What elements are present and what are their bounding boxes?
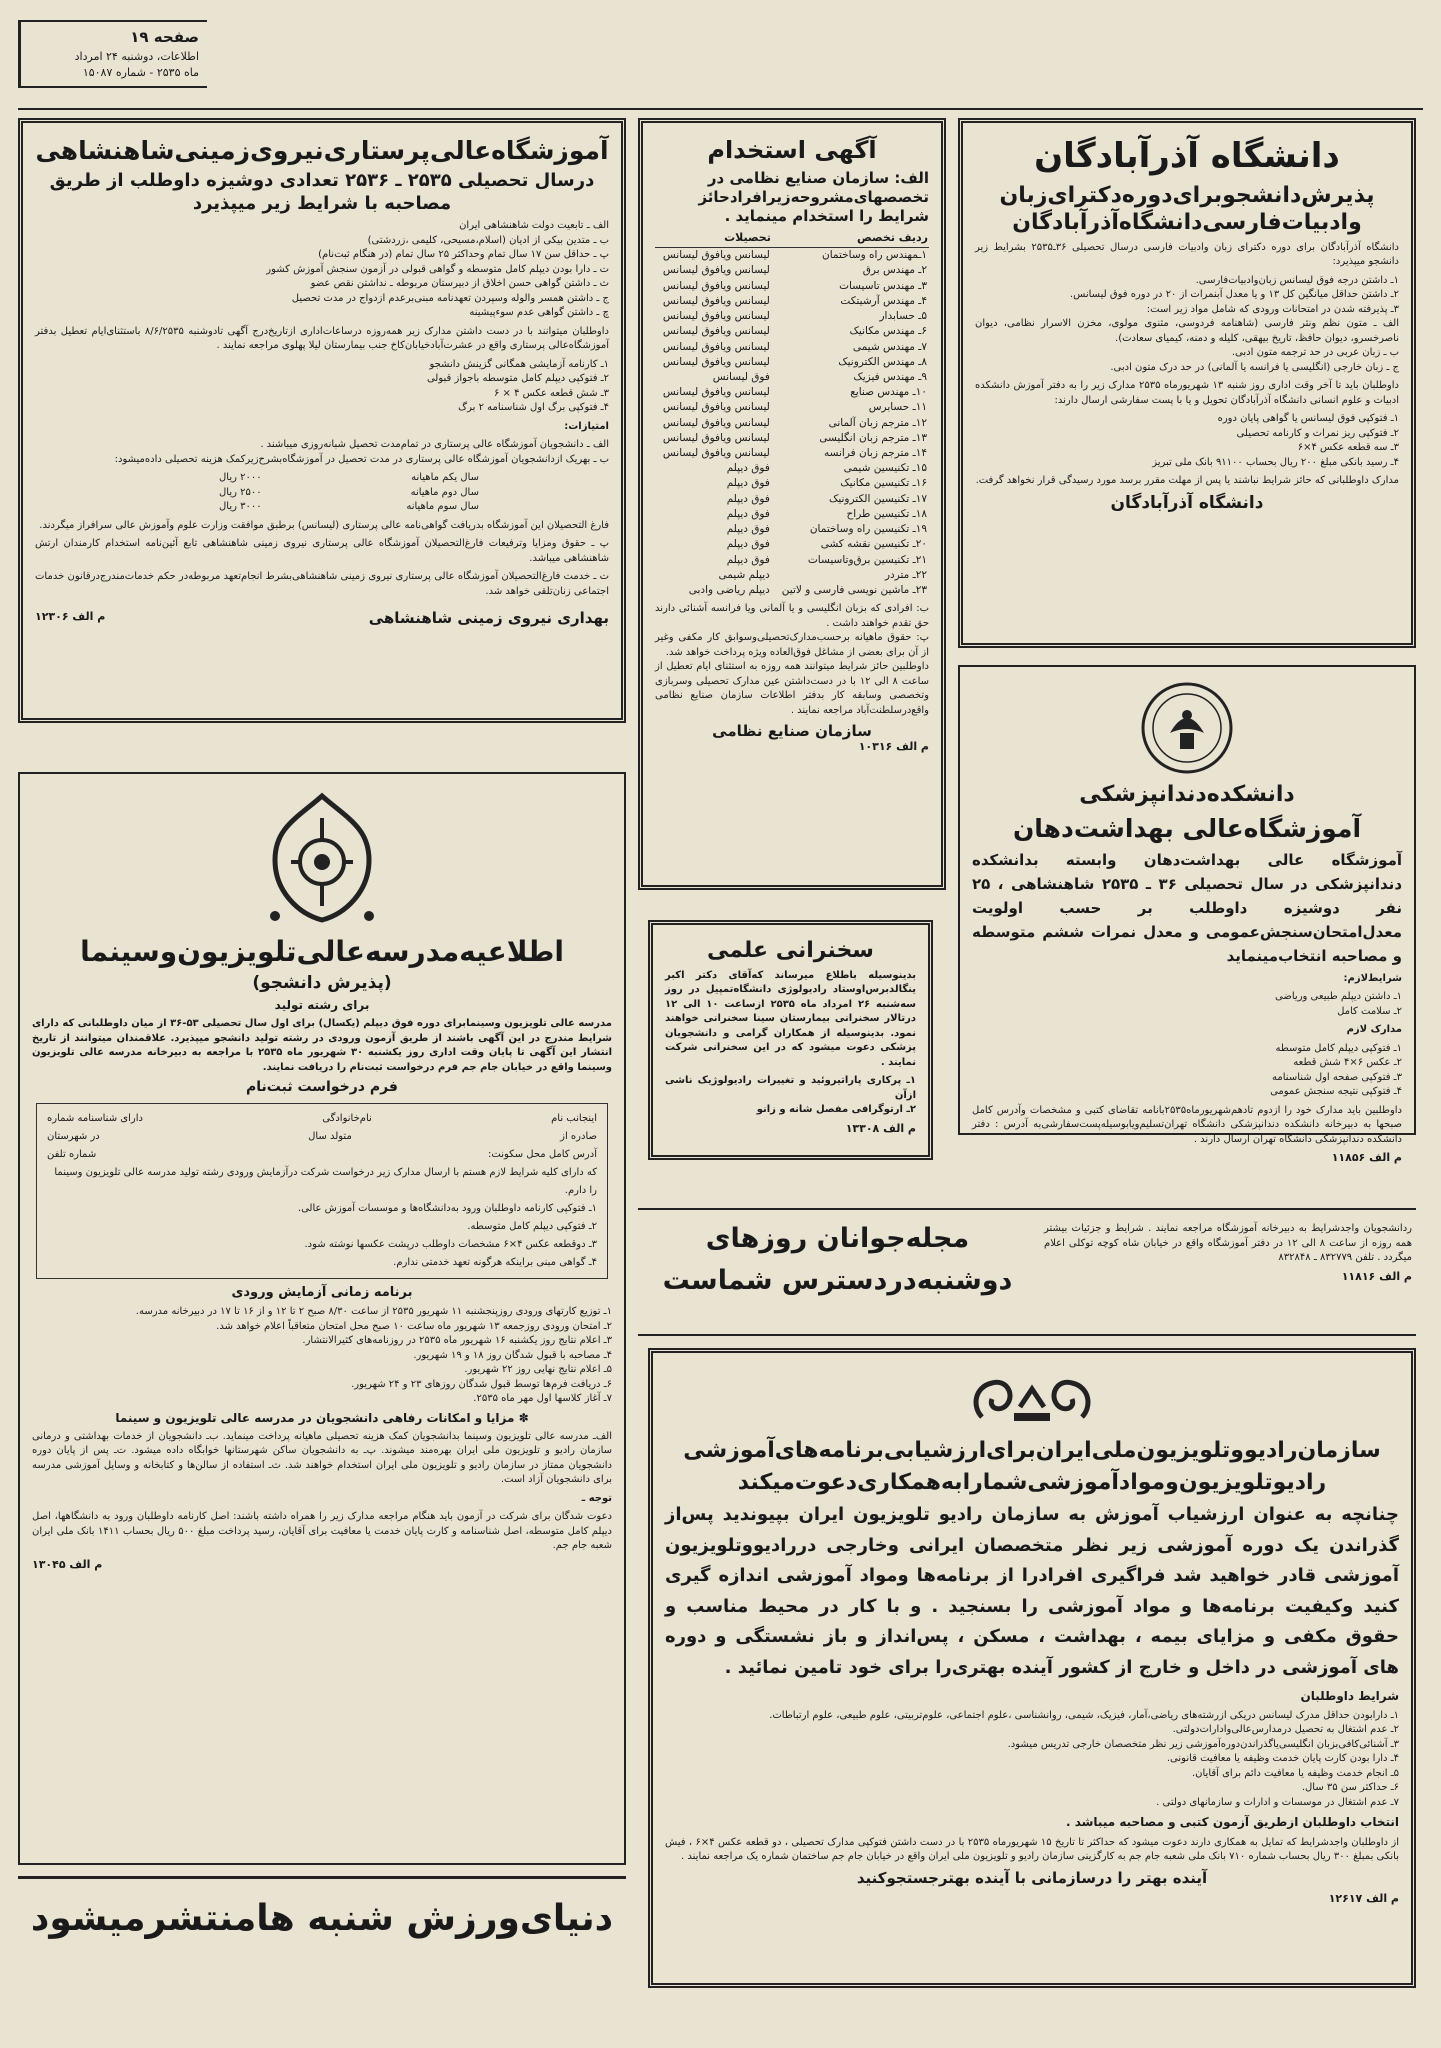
cinema-form-title: فرم درخواست ثبت‌نام [246, 1079, 398, 1096]
list-item: ۴ـ مصاحبه با قبول شدگان روز ۱۸ و ۱۹ شهریور. [413, 1349, 612, 1361]
lecture-ad [648, 920, 933, 1160]
azarabadegan-docs [975, 412, 1399, 470]
job-education: لیسانس ویافوق لیسانس [662, 325, 770, 338]
list-item: ۳ـ اعلام نتایج روز یکشنبه ۱۶ شهریور ماه ۲۵۳۵ در روزنامه‌های کثیرالانتشار. [302, 1335, 612, 1346]
radio-tv-conditions-title: شرایط داوطلبان [1300, 1688, 1399, 1703]
job-education: لیسانس ویافوق لیسانس [662, 264, 770, 277]
job-title: ۱۹ـ تکنیسین راه وساختمان [809, 523, 927, 536]
cinema-exam-title: برنامه زمانی آزمایش ورودی [231, 1284, 413, 1300]
table-row [655, 568, 929, 583]
dental-emblem-icon [1140, 681, 1234, 775]
radio-tv-ref: م الف ۱۲۶۱۷ [1328, 1891, 1399, 1905]
list-item: ۴ـ گواهی مبنی براینکه هرگونه تعهد خدمتی ندارم. [393, 1256, 597, 1268]
job-education: لیسانس ویافوق لیسانس [662, 279, 770, 292]
javanan-rule-bottom [638, 1334, 1416, 1336]
list-item: ۱ـ داشتن دیپلم طبیعی وریاضی [1275, 991, 1402, 1003]
stipend-amount: ۲۵۰۰ ریال [219, 486, 262, 498]
list-item: ۴ـ فتوکپی نتیجه سنجش عمومی [1270, 1086, 1402, 1098]
page-header [18, 20, 207, 88]
hiring-signature: سازمان صنایع نظامی [712, 722, 872, 741]
azarabadegan-conditions [975, 274, 1399, 376]
table-row [655, 324, 929, 339]
dental-docs-title: مدارک لازم [1346, 1024, 1402, 1036]
stipend-row [219, 500, 479, 515]
hiring-ref: م الف ۱۰۳۱۶ [858, 740, 929, 754]
form-row [47, 1128, 597, 1146]
form-field-label: متولد سال [308, 1130, 352, 1142]
radio-tv-select-title: انتخاب داوطلبان ازطریق آزمون کتبی و مصاحبه میباشد . [1065, 1815, 1399, 1830]
list-item: ۲ـ فتوکپی دیپلم کامل متوسطه. [467, 1220, 597, 1232]
cinema-benefits-title: ✽ مزایا و امکانات رفاهی دانشجویان در مدرسه عالی تلویزیون و سینما [115, 1410, 529, 1425]
radio-tv-ad [648, 1348, 1416, 1988]
javanan-rule-top [638, 1208, 1416, 1210]
nursing-docs [35, 358, 609, 416]
table-row [655, 507, 929, 522]
stipend-label: سال سوم ماهیانه [406, 501, 479, 513]
table-row [655, 461, 929, 476]
table-row [655, 476, 929, 491]
list-item: پ: حقوق ماهیانه برحسب‌مدارک‌تحصیلی‌وسوابق کار مکفی وغیر از آن برای بعضی از مشاغل فوق‌العاده ویژه پرداخت خواهد شد. [655, 632, 929, 658]
cinema-emblem-icon [257, 788, 387, 928]
form-field-label: در شهرستان [47, 1130, 100, 1142]
list-item: ب ـ بهریک ازدانشجویان آموزشگاه عالی پرستاری در مدت تحصیل در آموزشگاه‌بشرح‌زیرکمک هزینه تحصیلی داده‌میشود: [114, 453, 609, 465]
list-item: ۱ـ دارابودن حداقل مدرک لیسانس دریکی ازرشته‌های ریاضی،آمار، فیزیک، شیمی، روانشناسی ،علوم اجتماعی، علوم‌تربیتی، علوم طبیعی، علوم ارتباطات. [769, 1709, 1399, 1721]
stipend-amount: ۲۰۰۰ ریال [219, 472, 262, 484]
job-title: ۱۵ـ تکنیسین شیمی [843, 462, 927, 475]
job-education: لیسانس ویافوق لیسانس [662, 416, 770, 429]
nursing-note3: ت ـ خدمت فارغ‌التحصیلان آموزشگاه عالی پرستاری نیروی زمینی شاهنشاهی‌بشرط انجام‌تعهد مربوطه‌در حکم خدمات‌مندرج‌درقانون خدمات اجتماعی زنان‌تلقی خواهد شد. [35, 571, 609, 597]
hiring-col-edu: تحصیلات [655, 229, 772, 247]
job-title: ۸ـ مهندس الکترونیک [838, 355, 927, 368]
list-item: ج ـ زبان خارجی (انگلیسی یا فرانسه یا آلمانی) در حد درک متون ادبی. [1110, 361, 1399, 373]
job-education: لیسانس ویافوق لیسانس [662, 340, 770, 353]
cinema-exam-schedule [32, 1305, 612, 1407]
azarabadegan-subtitle: پذیرش‌دانشجوبرای‌دوره‌دکترای‌زبان وادبیات‌فارسی‌دانشگاه‌آذرآبادگان [999, 182, 1375, 235]
job-education: دیپلم شیمی [718, 568, 770, 581]
varzesh-banner: دنیای‌ورزش شنبه هامنتشرمیشود [30, 1898, 614, 1939]
list-item: ۲ـ ارتوگرافی مفصل شانه و زانو [756, 1104, 916, 1115]
stipend-row [219, 486, 479, 501]
radio-tv-emblem-icon [962, 1367, 1102, 1431]
table-row [655, 370, 929, 385]
job-title: ۱۸ـ تکنیسین طراح [846, 507, 927, 520]
list-item: ۱ـ فتوکپی فوق لیسانس یا گواهی پایان دوره [1217, 413, 1399, 424]
list-item: ۵ـ انجام خدمت وظیفه یا معافیت دائم برای آقایان. [1191, 1767, 1399, 1779]
list-item: ۲ـ داشتن حداقل میانگین کل ۱۳ و یا معدل آبنمرات از ۲۰ در دوره فوق لیسانس. [1069, 289, 1399, 300]
job-title: ۱۲ـ مترجم زبان آلمانی [828, 416, 927, 429]
job-education: فوق دیپلم [726, 492, 770, 505]
cinema-title: اطلاعیه‌مدرسه‌عالی‌تلویزیون‌وسینما [80, 935, 564, 968]
list-item: الف ـ تابعیت دولت شاهنشاهی ایران [459, 220, 609, 232]
javanan-notice-text: ردانشجویان‌ واجدشرایط به دبیرخانه آموزشگاه مراجعه نمایند . شرایط و جزئیات بیشتر همه روزه از ساعت ۸ الی ۱۲ در دفتر آموزشگاه واقع در خیابان شاه کوچه توکلی اعلام میگردد . تلفن ۸۳۲۷۷۹ ـ ۸۳۲۸۴۸ [1044, 1223, 1412, 1263]
header-rule [18, 108, 1423, 110]
job-title: ۱۶ـ تکنیسین مکانیک [840, 477, 927, 490]
table-row [655, 294, 929, 309]
table-row [655, 309, 929, 324]
list-item: ۱ـ داشتن درجه فوق لیسانس زبان‌وادبیات‌فارسی. [1195, 274, 1399, 286]
radio-tv-subtitle: رادیوتلویزیون‌ومواد‌آموزشی‌شمارابه‌همکاری‌دعوت‌میکند [737, 1469, 1327, 1495]
job-title: ۵ـ حسابدار [879, 310, 927, 323]
list-item: ۳ـ دوقطعه عکس ۴×۶ مشخصات داوطلب درپشت عکسها نوشته شود. [304, 1238, 597, 1250]
azarabadegan-note: مدارک داوطلبانی که حائز شرایط نباشند یا پس از مهلت مقرر برسد مورد رسیدگی قرار نخواهد گرفت. [975, 475, 1399, 486]
job-education: لیسانس ویافوق لیسانس [662, 431, 770, 444]
job-education: فوق دیپلم [726, 477, 770, 490]
list-item: ث ـ داشتن گواهی حسن اخلاق از دبیرستان مربوطه ـ نداشتن نقص عضو [310, 278, 609, 290]
job-education: دیپلم ریاضی وادبی [688, 584, 770, 596]
job-education: فوق دیپلم [726, 553, 770, 566]
dental-register: داوطلبین باید مدارک خود را ازدوم تادهم‌شهریورماه۲۵۳۵بانامه تقاضای کتبی و مشخصات وآدرس کامل صبحها به دبیرخانه دانشکده دندانپزشکی دانشگاه تهران‌تسلیم‌ویا‌بوسیله‌پست‌سفارشی‌به آدرس : دفتر دانشکده دندانپزشکی دانشگاه تهران ارسال دارند . [972, 1104, 1402, 1145]
form-field-label: اینجانب نام [551, 1112, 597, 1124]
job-education: لیسانس ویافوق لیسانس [662, 310, 770, 323]
list-item: الف ـ دانشجویان آموزشگاه عالی پرستاری در تمام‌مدت تحصیل شبانه‌روزی میباشند . [260, 439, 609, 451]
dental-title: دانشکده‌دندانپزشکی [1079, 782, 1295, 807]
list-item: ب ـ متدین بیکی از ادیان (اسلام،مسیحی، کلیمی ،زردشتی) [367, 234, 609, 246]
cinema-notes: دعوت شدگان برای شرکت در آزمون باید هنگام مراجعه مدارک زیر را همراه داشته باشند: اصل کارنامه داوطلبان ورود به دانشگاهها، اصل دیپلم کامل متوسطه، اصل شناسنامه و کارت پایان خدمت یا معافیت برای آقایان، رسید پرداخت مبلغ ۵۰۰ ریال بحساب ۱۴۱۱ بانک ملی ایران شعبه جام جم. [32, 1511, 612, 1551]
list-item: ۴ـ رسید بانکی مبلغ ۲۰۰ ریال بحساب ۹۱۱۰۰ بانک ملی تبریز [1152, 456, 1399, 468]
dental-lead: آموزشگاه عالی بهداشت‌دهان وابسته بدانشکده دندانپزشکی در سال تحصیلی ۳۶ ـ ۲۵۳۵ شاهنشاهی ، ۲۵ نفر دوشیزه داوطلب بر حسب اولویت معدل‌امتحان‌سنجش‌عمومی و معدل نمرات ششم متوسطه و مصاحبه انتخاب‌مینماید [972, 850, 1403, 965]
dental-docs [972, 1042, 1402, 1100]
list-item: ب: افرادی که بزبان انگلیسی و یا آلمانی ویا فرانسه آشنائی دارند حق تقدم خواهند داشت . [655, 603, 929, 629]
nursing-ad [18, 118, 626, 723]
job-title: ۱ـمهندس راه وساختمان [822, 249, 927, 262]
list-item: ۲ـ فتوکپی دیپلم کامل متوسطه باجواز قبولی [426, 373, 609, 385]
radio-tv-lead: چنانچه به عنوان ارزشیاب آموزش به سازمان رادیو تلویزیون ایران بپیوندید پس‌از گذراندن یک دوره آموزشی زیر نظر متخصصان ایرانی وخارجی دررادیووتلویزیون آموزشی قادر خواهید شد فراگیری افرادرا از برنامه‌ها ومواد آموزشی اندازه گیری کنید وکیفیت برنامه‌ها و مواد آموزشی را بسنجید . و با کار در محیط مناسب و حقوق مکفی و مزایای بیمه ، بهداشت ، مسکن ، پس‌انداز و باز نشستگی و دوره های آموزشی در داخل و خارج از کشور آینده بهتری‌را برای خود تامین نمائید . [665, 1504, 1399, 1678]
form-field-label: دارای شناسنامه شماره [47, 1112, 143, 1124]
nursing-privileges [35, 438, 609, 467]
lecture-ref: م الف ۱۳۳۰۸ [845, 1121, 916, 1135]
table-row [655, 537, 929, 552]
job-title: ۲۱ـ تکنیسین برق‌وتاسیسات [807, 553, 927, 566]
table-row [655, 522, 929, 537]
radio-tv-conditions [665, 1709, 1399, 1811]
cinema-form-text: که دارای کلیه شرایط لازم هستم با ارسال مدارک زیر درخواست شرکت درآزمایش ورودی رشته تولید مدرسه عالی تلویزیون وسینما را دارم. [54, 1166, 597, 1196]
form-field-label: شماره تلفن [47, 1148, 97, 1160]
dental-ref: م الف ۱۱۸۵۶ [1331, 1151, 1402, 1165]
job-education: فوق لیسانس [712, 370, 770, 383]
issue-number: ماه ۲۵۳۵ - شماره ۱۵۰۸۷ [82, 66, 199, 79]
list-item: ۳ـ شش قطعه عکس ۴ × ۶ [493, 387, 609, 399]
table-row [655, 446, 929, 461]
list-item: ۲ـ فتوکپی ریز نمرات و کارنامه تحصیلی [1236, 427, 1399, 439]
list-item: داوطلبین حائز شرایط میتوانند همه روزه به استثنای ایام تعطیل از ساعت ۸ الی ۱۲ با در دست‌داشتن عین مدارک تحصیلی وسربازی وتخصصی وسابقه کار بدفتر اطلاعات سازمان صنایع نظامی واقع‌درسلطنت‌آباد مراجعه نمایند . [655, 661, 929, 716]
job-title: ۴ـ مهندس آرشیتکت [840, 294, 927, 307]
hiring-ad [638, 118, 946, 890]
list-item: ۱ـ فتوکپی دیپلم کامل متوسطه [1275, 1042, 1402, 1054]
cinema-subtitle: (پذیرش دانشجو) [252, 973, 392, 993]
radio-tv-select-text: از داوطلبان واجدشرایط که تمایل به همکاری دارند دعوت میشود که حداکثر تا تاریخ ۱۵ شهریورماه ۲۵۳۵ با در دست داشتن فتوکپی مدارک تحصیلی ، دو قطعه عکس ۴×۶ ، فیش بانکی بمبلغ ۳۰۰ ریال بحساب شماره ۷۱۰ بانک ملی شعبه جام جم به کارگزینی سازمان رادیو و تلویزیون ملی ایران واقع در خیابان جام جم ساختمان شماره یک مراجعه نمایند . [665, 1836, 1399, 1863]
list-item: ۲ـ عکس ۶×۴ شش قطعه [1293, 1057, 1402, 1069]
cinema-intro: مدرسه عالی تلویزیون وسینمابرای دوره فوق دیپلم (یکسال) برای اول سال تحصیلی ۵۳-۳۶ از میان داوطلبانی که دارای شرایط مندرج در این آگهی باشند از طریق آزمون ورودی در رشته تولید دانشجو میپذیرد. علاقمندان میتوانند از تاریخ انتشار این آگهی تا پایان وقت اداری روز یکشنبه ۳۰ شهریور ماه ۲۵۳۵ با مراجعه به دبیرخانه مدرسه عالی تلویزیون وسینما واقع در خیابان جام جم فرم درخواست ثبت‌نام را دریافت نمایند. [32, 1018, 612, 1073]
list-item: ۷ـ عدم اشتغال در موسسات و ادارات و سازمانهای دولتی . [1156, 1796, 1399, 1808]
list-item: ۴ـ دارا بودن کارت پایان خدمت وظیفه یا معافیت قانونی. [1166, 1753, 1399, 1765]
radio-tv-slogan: آینده بهتر را درسازمانی با آینده بهترجستجوکنید [856, 1868, 1208, 1887]
list-item: ت ـ دارا بودن دیپلم کامل متوسطه و گواهی قبولی در آزمون سنجش آموزش کشور [266, 263, 609, 275]
cinema-application-form [36, 1103, 608, 1279]
job-title: ۱۷ـ تکنیسین الکترونیک [828, 492, 927, 505]
list-item: ۱ـ پرکاری پاراتیروئید و تغییرات رادیو‌لوژیک ناشی ازآن [665, 1075, 916, 1101]
dental-ad [958, 665, 1416, 1165]
cinema-ref: م الف ۱۳۰۴۵ [32, 1557, 103, 1571]
hiring-title: آگهی استخدام [707, 136, 877, 164]
list-item: ۴ـ فتوکپی برگ اول شناسنامه ۲ برگ [458, 402, 609, 414]
table-row [655, 583, 929, 598]
list-item: ۱ـ فتوکپی کارنامه داوطلبان ورود به‌دانشگاه‌ها و موسسات آموزش عالی. [297, 1202, 597, 1214]
table-row [655, 553, 929, 568]
list-item: ۲ـ امتحان ورودی روزجمعه ۱۳ شهریور ماه ساعت ۱۰ صبح محل امتحان متعاقباً اعلام خواهد شد. [216, 1320, 612, 1332]
job-education: لیسانس ویافوق لیسانس [662, 355, 770, 368]
job-title: ۹ـ مهندس فیزیک [853, 370, 927, 383]
dental-conditions-title: شرایط‌لازم: [1343, 972, 1402, 984]
hiring-intro: الف: سازمان صنایع نظامی در تخصصهای‌مشروحه‌زیرافرادحائز شرایط را استخدام مینماید . [698, 169, 929, 225]
job-title: ۲ـ مهندس برق [862, 264, 927, 277]
javanan-notice [1040, 1216, 1416, 1328]
list-item: ۳ـ سه قطعه عکس ۴×۶ [1297, 442, 1399, 453]
list-item: ۵ـ اعلام نتایج نهایی روز ۲۲ شهریور. [464, 1364, 612, 1375]
list-item: ۶ـ دریافت فرم‌ها توسط قبول شدگان روزهای ۲۳ و ۲۴ شهریور. [351, 1378, 612, 1390]
nursing-privileges-title: امتیازات: [564, 420, 609, 432]
hiring-col-title: ردیف تخصص [772, 229, 929, 247]
varzesh-rule [18, 1876, 626, 1879]
cinema-benefits: الف‌ـ مدرسه عالی تلویزیون وسینما بدانشجویان کمک هزینه تحصیلی ماهیانه پرداخت مینماید. ب‌ـ دانشجویان از خدمات بهداشتی و درمانی سازمان رادیو و تلویزیون ملی ایران بهره‌مند میشوند. پ‌ـ به دانشجویان ساکن شهرستانها خوابگاه داده میشود. ت‌ـ پس از پایان دوره دانشجویان ممتاز در سازمان رادیو و تلویزیون ملی ایران استخدام خواهند شد. ث‌ـ استفاده از سالن‌ها و کتابخانه و وسایل آموزشی مدرسه برای دانشجویان آزاد است. [32, 1430, 612, 1485]
job-title: ۱۴ـ مترجم زبان فرانسه [824, 447, 927, 460]
radio-tv-title: سازمان‌رادیووتلویزیون‌ملی‌ایران‌برای‌ارزشیابی‌برنامه‌های‌آموزشی [683, 1438, 1381, 1463]
table-row [655, 279, 929, 294]
list-item: ب ـ زبان عربی در حد ترجمه متون ادبی. [1231, 347, 1399, 358]
azarabadegan-title: دانشگاه آذرآبادگان [1034, 136, 1340, 176]
list-item: ۱ـ کارنامه آزمایشی همگانی گزینش دانشجو [429, 358, 609, 370]
job-education: لیسانس ویافوق لیسانس [662, 386, 770, 399]
cinema-subtitle-field: برای رشته تولید [274, 998, 370, 1013]
table-row [655, 340, 929, 355]
list-item: ۲ـ عدم اشتغال به تحصیل درمدارس‌عالی‌وادارات‌دولتی. [1172, 1724, 1399, 1736]
hiring-table [655, 229, 929, 598]
stipend-row [219, 471, 479, 486]
table-row [655, 355, 929, 370]
azarabadegan-ad [958, 118, 1416, 648]
lecture-topics [665, 1074, 916, 1118]
table-row [655, 400, 929, 415]
nursing-note1: فارغ التحصیلان این آموزشگاه بدریافت گواهی‌نامه عالی پرستاری (لیسانس) برطبق موافقت وزارت علوم وآموزش عالی سرافراز میگردند. [39, 519, 609, 531]
lecture-body: بدینوسیله باطلاع میرساند که‌آقای دکتر اکبر ینگالدبرس‌اوستاد رادیولوژی دانشگاه‌تمپیل در روز سه‌شنبه ۲۶ امرداد ماه ۲۵۳۵ ازساعت ۱۰ الی ۱۲ درتالار سخنرانی بیمارستان سینا سخنرانی خواهند نمود. بدینوسیله از همکاران گرامی و دانشجویان پزشکی دعوت میشود که در این سخنرانی شرکت نمایند . [665, 969, 917, 1068]
form-row [47, 1110, 597, 1128]
job-education: فوق دیپلم [726, 507, 770, 520]
list-item: ۳ـ آشنائی‌کافی‌بزبان انگلیسی‌یاگذراندن‌دوره‌آموزشی زیر نظر متخصصان خارجی تدریس میشود. [1007, 1738, 1399, 1750]
nursing-stipends [35, 471, 609, 515]
job-education: لیسانس ویافوق لیسانس [662, 249, 770, 262]
azarabadegan-signature: دانشگاه آذرآبادگان [1110, 492, 1264, 513]
stipend-label: سال یکم ماهیانه [411, 472, 479, 484]
nursing-title: آموزشگاه‌عالی‌پرستاری‌نیروی‌زمینی‌شاهنشاهی [35, 136, 609, 165]
dental-subtitle: آموزشگاه‌عالی بهداشت‌دهان [1012, 813, 1362, 843]
form-field-label: آدرس کامل محل سکونت: [488, 1148, 597, 1160]
azarabadegan-register: داوطلبان باید تا آخر وقت اداری روز شنبه ۱۳ شهریورماه ۲۵۳۵ مدارک زیر را به دفتر آموزش دانشکده ادبیات و علوم انسانی دانشگاه آذرآبادگان تحویل و یا با پست سفارشی ارسال دارند: [975, 380, 1399, 406]
stipend-label: سال دوم ماهیانه [410, 486, 479, 498]
job-education: لیسانس ویافوق لیسانس [662, 447, 770, 460]
page-number: صفحه ۱۹ [130, 28, 199, 46]
list-item: ۱ـ توزیع کارتهای ورودی روزپنجشنبه ۱۱ شهریور ۲۵۳۵ از ساعت ۸/۳۰ صبح ۲ تا ۱۲ و از ۱۶ تا ۱۷ در دبیرخانه مدرسه. [135, 1306, 612, 1317]
form-row [47, 1146, 597, 1164]
job-title: ۲۰ـ تکنیسین نقشه کشی [820, 538, 927, 551]
cinema-note-title: توجه ـ [581, 1492, 612, 1504]
table-row [655, 263, 929, 278]
table-row [655, 492, 929, 507]
job-education: فوق دیپلم [726, 462, 770, 475]
cinema-ad [18, 772, 626, 1865]
list-item: ج ـ داشتن همسر والوله وسپردن تعهدنامه مبنی‌برعدم ازدواج در مدت تحصیل [291, 292, 609, 304]
job-title: ۱۳ـ مترجم زبان انگلیسی [819, 431, 927, 444]
stipend-amount: ۳۰۰۰ ریال [219, 501, 262, 513]
azarabadegan-intro: دانشگاه آذرآبادگان برای دوره دکترای زبان وادبیات فارسی درسال تحصیلی ۳۶ـ۲۵۳۵ بشرایط زیر دانشجو میپذیرد: [975, 241, 1399, 267]
job-education: فوق دیپلم [726, 523, 770, 536]
dental-conditions [972, 990, 1402, 1019]
nursing-subtitle: درسال تحصیلی ۲۵۳۵ ـ ۲۵۳۶ تعدادی دوشیزه داوطلب از طریق مصاحبه با شرایط زیر میپذیرد [49, 170, 595, 214]
list-item: ۷ـ آغاز کلاسها اول مهر ماه ۲۵۳۵. [473, 1393, 612, 1404]
form-field-label: صادره از [560, 1130, 597, 1142]
table-row [655, 248, 929, 264]
table-row [655, 385, 929, 400]
job-education: فوق دیپلم [726, 538, 770, 551]
job-education: لیسانس ویافوق لیسانس [662, 401, 770, 414]
job-title: ۳ـ مهندس تاسیسات [839, 279, 927, 292]
list-item: پ ـ حداقل سن ۱۷ سال تمام وحداکثر ۲۵ سال تمام (در هنگام ثبت‌نام) [318, 249, 609, 261]
nursing-conditions [35, 219, 609, 321]
table-row [655, 431, 929, 446]
job-title: ۲۲ـ متردر [884, 568, 927, 581]
nursing-signature: بهداری نیروی زمینی شاهنشاهی [368, 609, 609, 628]
hiring-notes [655, 602, 929, 718]
list-item: ۳ـ پذیرفته شدن در امتحانات ورودی که شامل مواد زیر است: [1146, 303, 1399, 315]
list-item: ۶ـ حداکثر سن ۳۵ سال. [1301, 1782, 1399, 1794]
form-field-label: نام‌خانوادگی [322, 1112, 372, 1124]
job-title: ۶ـ مهندس مکانیک [849, 325, 927, 338]
table-row [655, 416, 929, 431]
javanan-banner: مجله‌جوانان روزهای دوشنبه‌دردسترس شماست [662, 1223, 1013, 1296]
list-item: چ ـ داشتن گواهی عدم سوءپیشینه [469, 307, 609, 319]
job-title: ۱۰ـ مهندس صنایع [850, 386, 927, 399]
job-title: ۲۳ـ ماشین نویسی فارسی و لاتین [781, 584, 927, 596]
lecture-title: سخنرانی علمی [707, 938, 874, 963]
javanan-ref: م الف ۱۱۸۱۶ [1341, 1269, 1412, 1283]
nursing-ref: م الف ۱۲۳۰۶ [35, 609, 106, 623]
list-item: ۲ـ سلامت کامل [1337, 1005, 1402, 1017]
list-item: ۳ـ فتوکپی صفحه اول شناسنامه [1272, 1071, 1402, 1083]
nursing-register: داوطلبان میتوانند با در دست داشتن مدارک زیر همه‌روزه درساعات‌اداری ازتاریخ‌درج آگهی تادوشنبه ۸/۶/۲۵۳۵ باستثنای‌ایام تعطیل بدفتر آموزشگاه‌عالی پرستاری واقع در عشرت‌آباد‌خیابان‌کاخ جنب بیمارستان لیلا پهلوی مراجعه نمایند . [35, 325, 609, 352]
nursing-note2: پ ـ حقوق ومزایا وترفیعات فارغ‌التحصیلان آموزشگاه عالی پرستاری نیروی زمینی شاهنشاهی تابع آئین‌نامه استخدام کارمندان ارتش شاهنشاهی میباشد. [35, 538, 609, 564]
job-title: ۱۱ـ حسابرس [868, 401, 927, 414]
issue-date: اطلاعات، دوشنبه ۲۴ امرداد [74, 49, 199, 63]
job-title: ۷ـ مهندس شیمی [852, 340, 927, 353]
job-education: لیسانس ویافوق لیسانس [662, 294, 770, 307]
list-item: الف ـ متون نظم ونثر فارسی (شاهنامه فردوسی، مثنوی مولوی، مخزن الاسرار نظامی، دیوان ناصرخسرو، دیوان حافظ، تاریخ بیهقی، کلیله و دمنه، کیمیای سعادت). [975, 318, 1399, 344]
